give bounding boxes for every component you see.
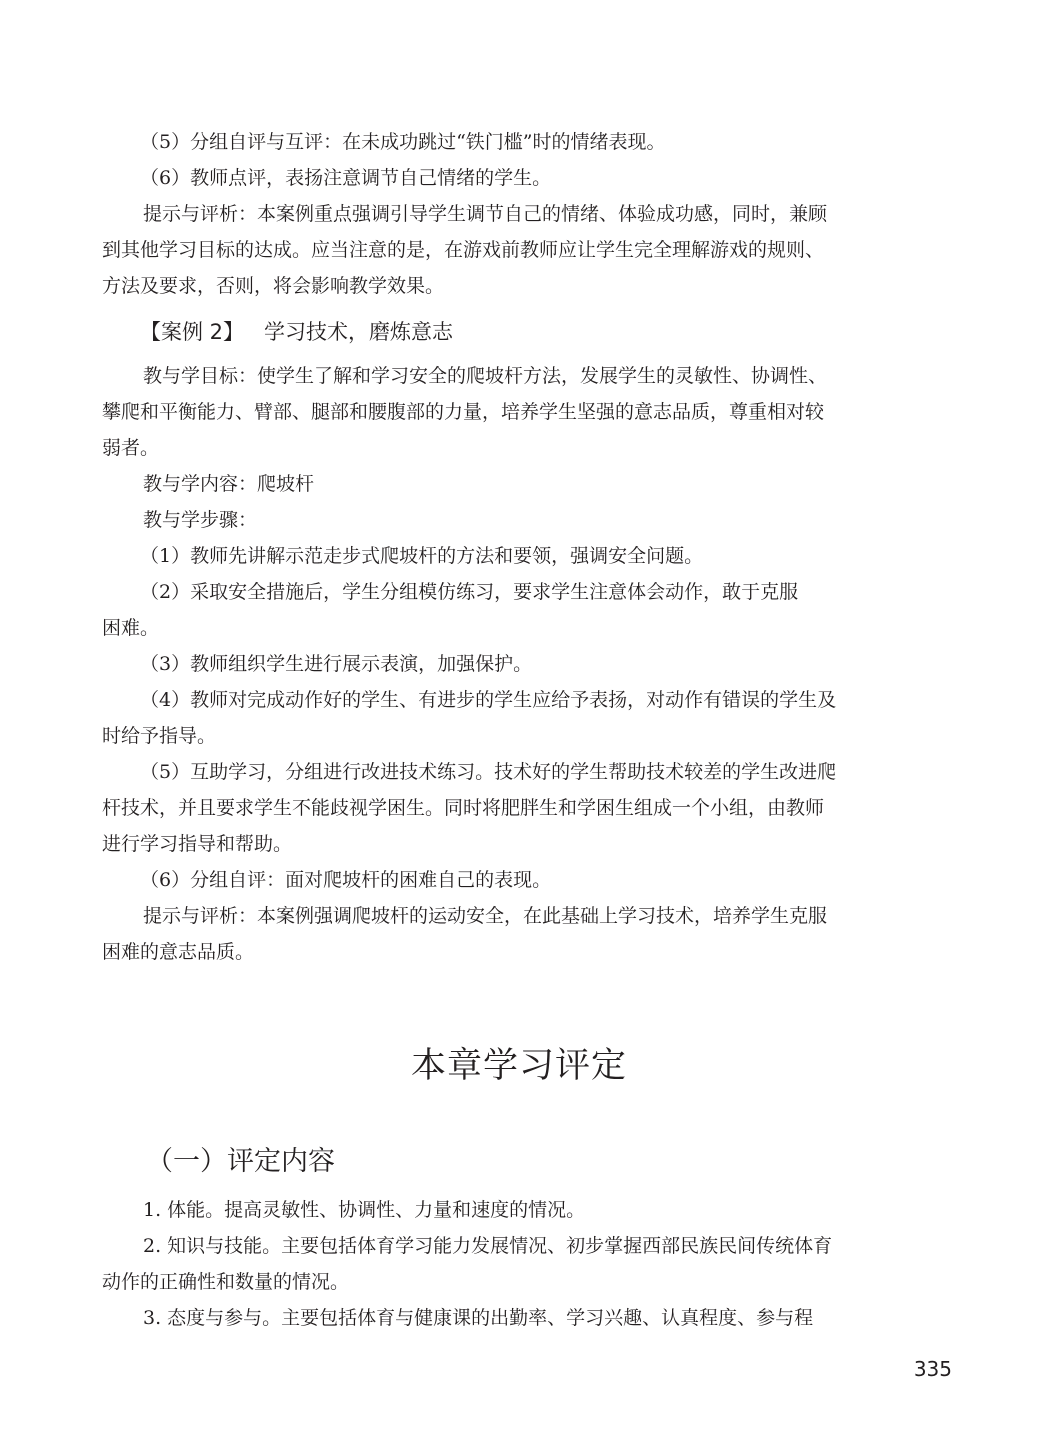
paragraph-line: 教与学步骤：	[143, 509, 258, 531]
paragraph-line: 进行学习指导和帮助。	[102, 833, 293, 855]
paragraph-line: （1）教师先讲解示范走步式爬坡杆的方法和要领，强调安全问题。	[140, 545, 704, 567]
paragraph-line: 困难的意志品质。	[102, 941, 255, 963]
chapter-title: 本章学习评定	[410, 1046, 627, 1086]
paragraph-line: 提示与评析：本案例重点强调引导学生调节自己的情绪、体验成功感，同时，兼顾	[143, 203, 828, 225]
paragraph-line: 动作的正确性和数量的情况。	[102, 1271, 350, 1293]
paragraph-line: 时给予指导。	[102, 725, 217, 747]
paragraph-line: 教与学内容：爬坡杆	[143, 473, 315, 495]
paragraph-line: （5）分组自评与互评：在未成功跳过“铁门槛”时的情绪表现。	[140, 131, 666, 153]
paragraph-line: 弱者。	[102, 437, 160, 459]
page-number: 335	[913, 1357, 952, 1381]
paragraph-line: 3. 态度与参与。主要包括体育与健康课的出勤率、学习兴趣、认真程度、参与程	[143, 1307, 814, 1329]
paragraph-line: 困难。	[102, 617, 160, 639]
paragraph-line: 攀爬和平衡能力、臂部、腿部和腰腹部的力量，培养学生坚强的意志品质，尊重相对较	[102, 401, 825, 423]
paragraph-line: 1. 体能。提高灵敏性、协调性、力量和速度的情况。	[143, 1199, 586, 1221]
paragraph-line: 2. 知识与技能。主要包括体育学习能力发展情况、初步掌握西部民族民间传统体育	[143, 1235, 833, 1257]
paragraph-line: 杆技术，并且要求学生不能歧视学困生。同时将肥胖生和学困生组成一个小组，由教师	[102, 797, 825, 819]
paragraph-line: 到其他学习目标的达成。应当注意的是，在游戏前教师应让学生完全理解游戏的规则、	[102, 239, 825, 261]
paragraph-line: 方法及要求，否则，将会影响教学效果。	[102, 275, 445, 297]
paragraph-line: （6）分组自评：面对爬坡杆的困难自己的表现。	[140, 869, 552, 891]
case-title: 学习技术，磨炼意志	[264, 320, 454, 344]
paragraph-line: 提示与评析：本案例强调爬坡杆的运动安全，在此基础上学习技术，培养学生克服	[143, 905, 828, 927]
paragraph-line: （2）采取安全措施后，学生分组模仿练习，要求学生注意体会动作，敢于克服	[140, 581, 799, 603]
case-heading	[140, 314, 453, 350]
case-label: 【案例 2】	[140, 320, 245, 344]
paragraph-line: （5）互助学习，分组进行改进技术练习。技术好的学生帮助技术较差的学生改进爬	[140, 761, 837, 783]
paragraph-line: （3）教师组织学生进行展示表演，加强保护。	[140, 653, 533, 675]
paragraph-line: （4）教师对完成动作好的学生、有进步的学生应给予表扬，对动作有错误的学生及	[140, 689, 837, 711]
paragraph-line: 教与学目标：使学生了解和学习安全的爬坡杆方法，发展学生的灵敏性、协调性、	[143, 365, 828, 387]
paragraph-line: （6）教师点评，表扬注意调节自己情绪的学生。	[140, 167, 552, 189]
section-title: （一）评定内容	[146, 1146, 335, 1177]
